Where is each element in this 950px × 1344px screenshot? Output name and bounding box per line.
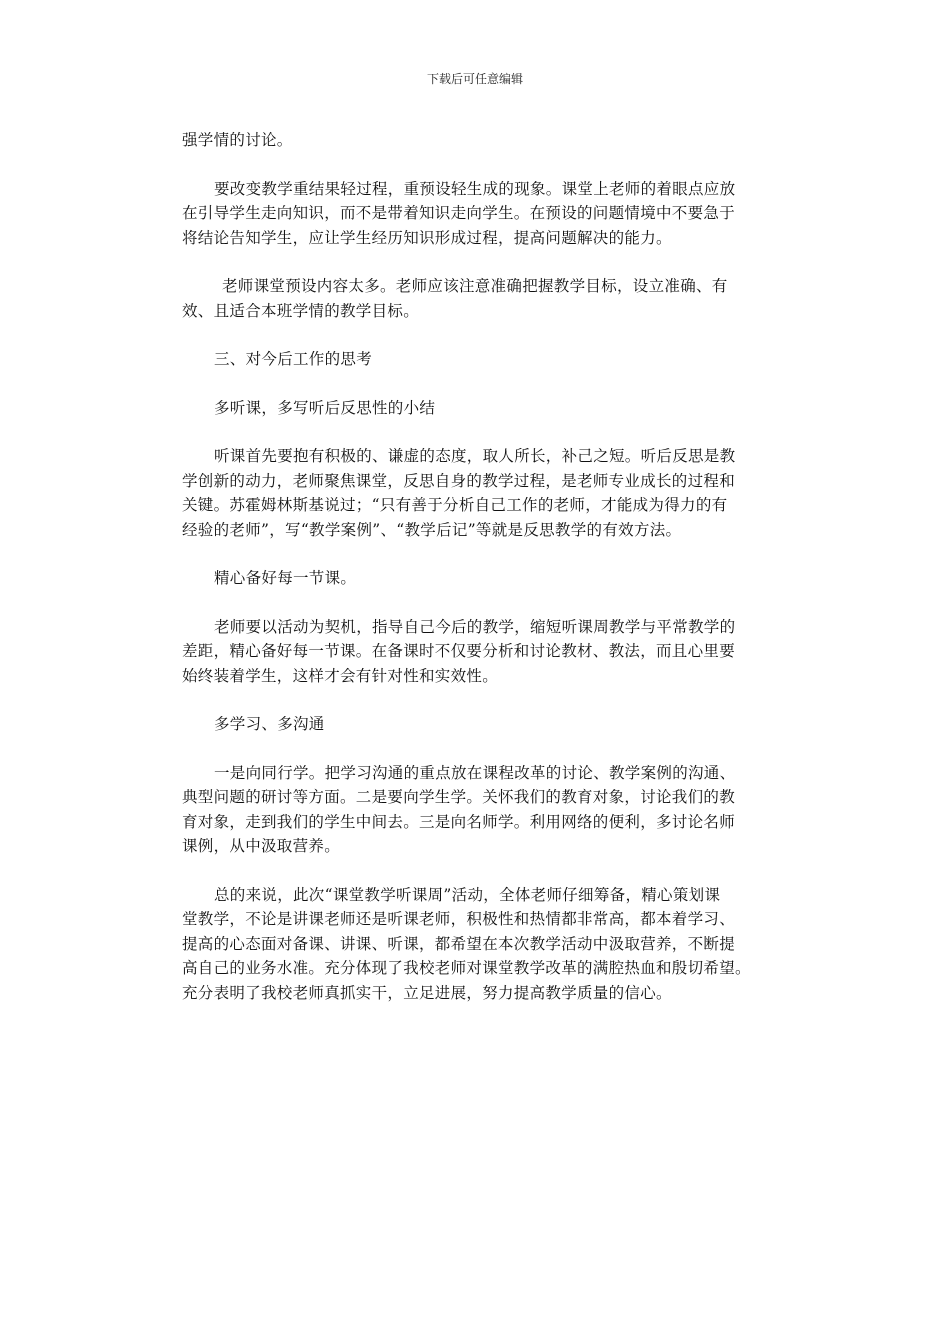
text-line: 堂教学，不论是讲课老师还是听课老师，积极性和热情都非常高，都本着学习、 — [182, 910, 736, 928]
text-line: 强学情的讨论。 — [182, 131, 293, 149]
subheading-learn-communicate — [182, 712, 782, 737]
paragraph-summary — [182, 883, 782, 1006]
text-line: 老师要以活动为契机，指导自己今后的教学，缩短听课周教学与平常教学的 — [214, 617, 736, 636]
paragraph-continuation — [182, 128, 782, 153]
text-line: 高自己的业务水准。充分体现了我校老师对课堂教学改革的满腔热血和殷切希望。 — [182, 959, 751, 977]
paragraph-learn-communicate — [182, 761, 782, 859]
subheading: 多学习、多沟通 — [214, 715, 325, 733]
text-line: 听课首先要抱有积极的、谦虚的态度，取人所长，补己之短。听后反思是教 — [214, 447, 736, 465]
text-line: 老师课堂预设内容太多。老师应该注意准确把握教学目标，设立准确、有 — [222, 277, 728, 295]
text-line: 始终装着学生，这样才会有针对性和实效性。 — [182, 666, 499, 685]
paragraph-prepare-lessons — [182, 615, 782, 689]
text-line: 关键。苏霍姆林斯基说过；“只有善于分析自己工作的老师，才能成为得力的有 — [182, 496, 728, 514]
paragraph-change-teaching — [182, 177, 782, 251]
text-line: 将结论告知学生，应让学生经历知识形成过程，提高问题解决的能力。 — [182, 228, 672, 247]
document-body — [182, 128, 782, 1029]
text-line: 充分表明了我校老师真抓实干，立足进展，努力提高教学质量的信心。 — [182, 983, 672, 1002]
section-heading-future-work — [182, 347, 782, 372]
subheading-listen-reflect — [182, 396, 782, 421]
text-line: 总的来说，此次“课堂教学听课周”活动，全体老师仔细筹备，精心策划课 — [214, 885, 721, 904]
text-line: 育对象，走到我们的学生中间去。三是向名师学。利用网络的便利，多讨论名师 — [182, 812, 736, 831]
section-heading: 三、对今后工作的思考 — [214, 350, 373, 368]
text-line: 差距，精心备好每一节课。在备课时不仅要分析和讨论教材、教法，而且心里要 — [182, 642, 736, 660]
subheading: 精心备好每一节课。 — [214, 569, 357, 587]
subheading-prepare-lessons — [182, 566, 782, 591]
page-header: 下载后可任意编辑 — [426, 72, 523, 86]
text-line: 提高的心态面对备课、讲课、听课，都希望在本次教学活动中汲取营养，不断提 — [182, 934, 736, 953]
paragraph-listen-attitude — [182, 444, 782, 542]
text-line: 一是向同行学。把学习沟通的重点放在课程改革的讨论、教学案例的沟通、 — [214, 763, 736, 782]
text-line: 经验的老师”，写“教学案例”、“教学后记”等就是反思教学的有效方法。 — [182, 520, 682, 539]
text-line: 学创新的动力，老师聚焦课堂，反思自身的教学过程，是老师专业成长的过程和 — [182, 471, 736, 490]
text-line: 典型问题的研讨等方面。二是要向学生学。关怀我们的教育对象，讨论我们的教 — [182, 788, 736, 806]
text-line: 课例，从中汲取营养。 — [182, 837, 341, 855]
paragraph-preset-content — [182, 274, 782, 323]
text-line: 效、且适合本班学情的教学目标。 — [182, 301, 420, 320]
text-line: 在引导学生走向知识，而不是带着知识走向学生。在预设的问题情境中不要急于 — [182, 204, 736, 222]
subheading: 多听课，多写听后反思性的小结 — [214, 398, 436, 417]
text-line: 要改变教学重结果轻过程，重预设轻生成的现象。课堂上老师的着眼点应放 — [214, 179, 736, 198]
